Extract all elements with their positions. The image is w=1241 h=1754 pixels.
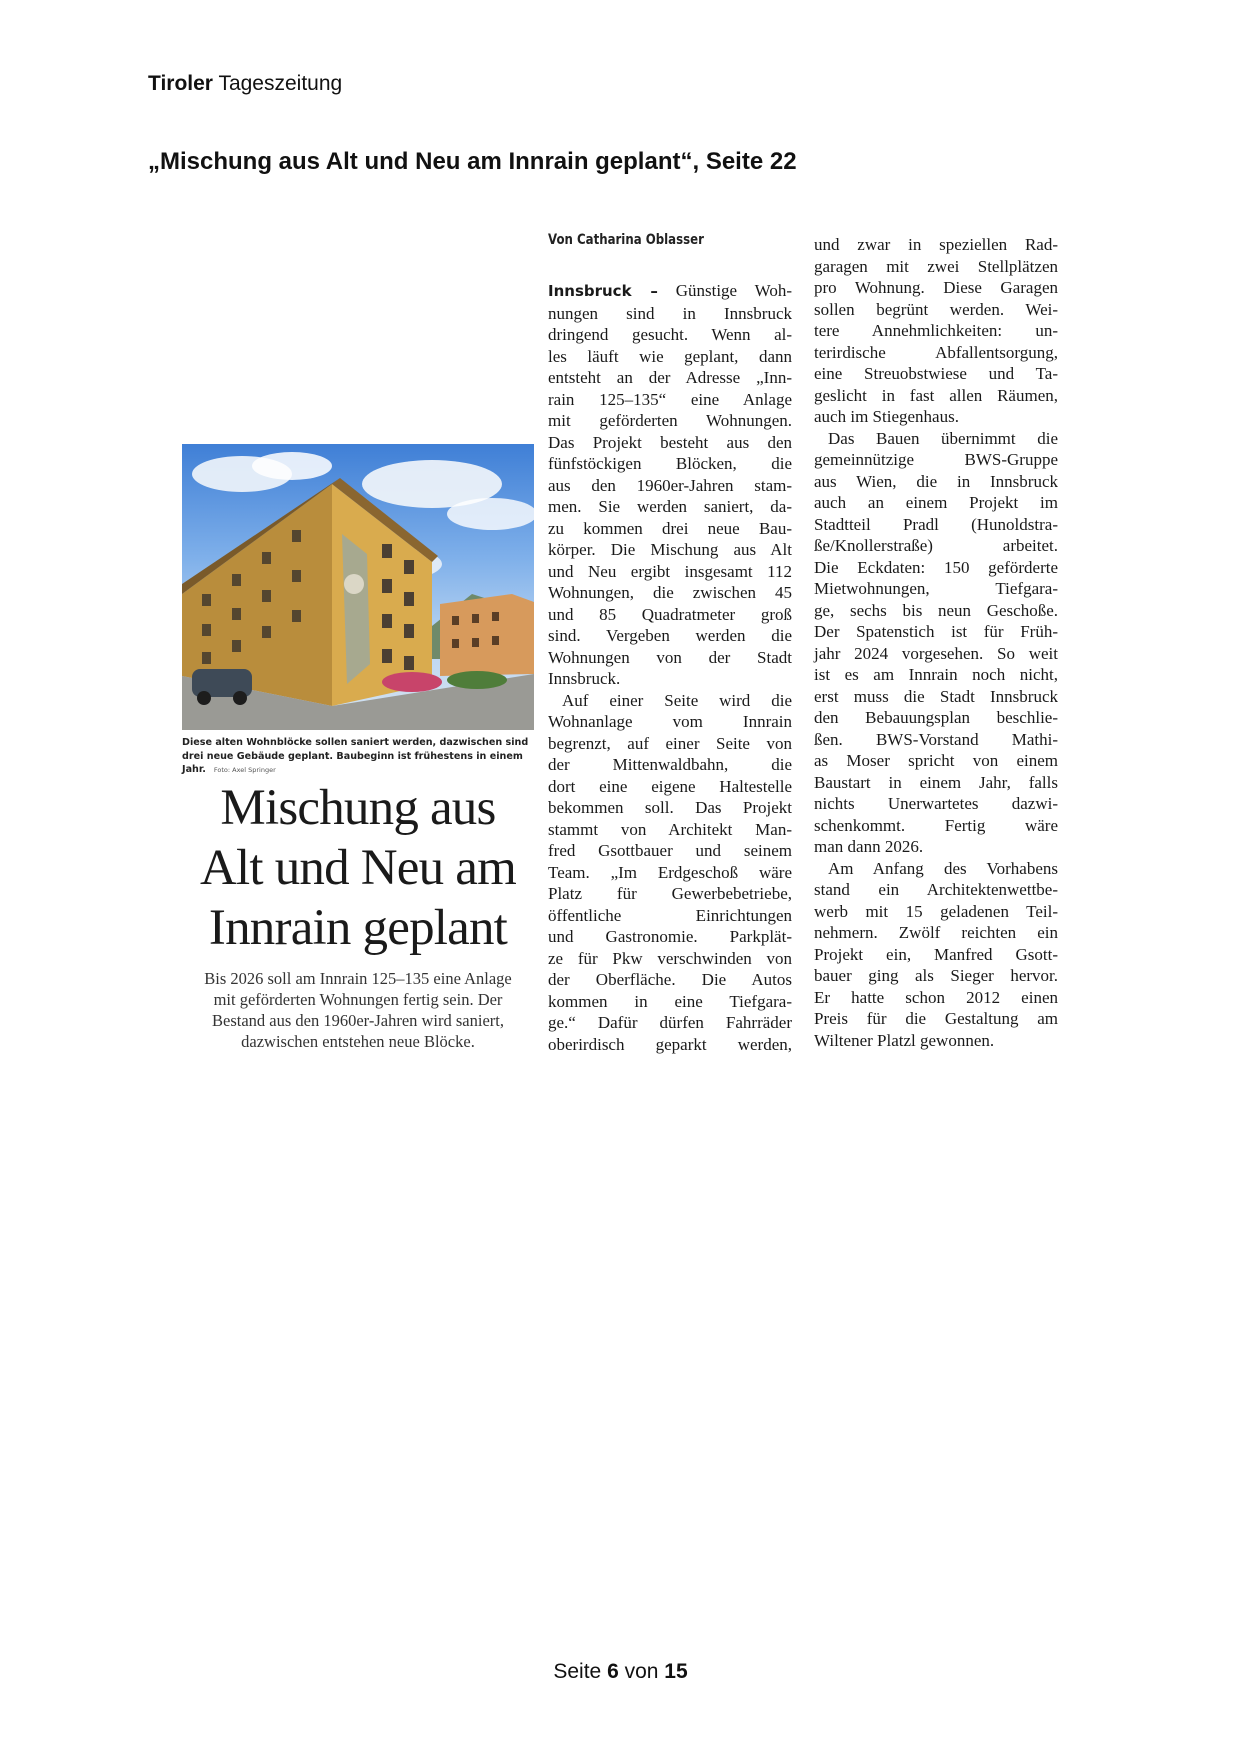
dateline-location: Innsbruck – [548,282,658,300]
column-line: geslicht in fast allen Räumen, [814,385,1058,405]
page-middle: von [624,1660,659,1683]
column-line: auch an einem Projekt im [814,493,1058,512]
column-line: Stadtteil Pradl (Hunoldstra- [814,514,1058,534]
column-line: man dann 2026. [814,837,924,856]
column-line [548,280,792,303]
column-line: öffentliche Einrichtungen [548,905,792,925]
column-line: zu kommen drei neue Bau- [548,518,792,538]
column-line: ist es am Innrain noch nicht, [814,665,1058,684]
column-line: und 85 Quadratmeter groß [548,604,792,624]
publication-name-rest: Tageszeitung [218,72,343,95]
column-line: und Neu ergibt insgesamt 112 [548,561,792,581]
column-line: mit geförderten Wohnungen. [548,411,792,430]
article-headline [182,778,534,958]
column-line: begrenzt, auf einer Seite von [548,733,792,753]
column-line: gemeinnützige BWS-Gruppe [814,450,1058,469]
column-line: aus den 1960er-Jahren stam- [548,475,792,495]
column-line: as Moser spricht von einem [814,751,1058,770]
column-line: körper. Die Mischung aus Alt [548,540,792,559]
lead-line: Bis 2026 soll am Innrain 125–135 eine Anlage [204,969,512,988]
column-line: werb mit 15 geladenen Teil- [814,901,1058,921]
column-line: Die Eckdaten: 150 geförderte [814,557,1058,577]
column-line: Er hatte schon 2012 einen [814,987,1058,1007]
column-line: kommen in eine Tiefgara- [548,991,792,1011]
lead-line: dazwischen entstehen neue Blöcke. [241,1032,475,1051]
column-line: Preis für die Gestaltung am [814,1009,1058,1028]
column-line: Das Projekt besteht aus den [548,432,792,452]
lead-line: mit geförderten Wohnungen fertig sein. Der [213,990,503,1009]
column-line: Wohnanlage vom Innrain [548,712,792,731]
column-line: Mietwohnungen, Tiefgara- [814,579,1058,598]
column-line: Auf einer Seite wird die [562,690,792,710]
headline-line: Alt und Neu am [200,840,516,896]
publication-name [148,72,342,96]
column-line: ge.“ Dafür dürfen Fahrräder [548,1013,792,1032]
page-total: 15 [664,1660,688,1683]
photo-caption [182,736,534,778]
article-photo [182,444,534,730]
newspaper-clipping [182,232,1062,1056]
column-line-text: Günstige Woh- [657,281,792,300]
column-line: nungen sind in Innsbruck [548,303,792,323]
column-line: fünfstöckigen Blöcken, die [548,454,792,473]
column-line: Platz für Gewerbebetriebe, [548,884,792,903]
column-line: Am Anfang des Vorhabens [828,858,1058,878]
document-title: „Mischung aus Alt und Neu am Innrain geplant“, Seite 22 [148,148,797,175]
column-line: bauer ging als Sieger hervor. [814,966,1058,985]
headline-line: Innrain geplant [208,900,508,956]
column-line: Team. „Im Erdgeschoß wäre [548,862,792,882]
column-line: Projekt ein, Manfred Gsott- [814,944,1058,964]
column-line: oberirdisch geparkt werden, [548,1034,792,1054]
column-line: dringend gesucht. Wenn al- [548,325,792,344]
publication-name-bold: Tiroler [148,72,213,95]
column-line: auch im Stiegenhaus. [814,407,959,426]
column-line: Wohnungen, die zwischen 45 [548,583,792,602]
column-line: stand ein Architektenwettbe- [814,880,1058,899]
column-line: der Mittenwaldbahn, die [548,755,792,774]
column-line: bekommen soll. Das Projekt [548,798,792,817]
column-line: sollen begrünt werden. Wei- [814,299,1058,319]
column-line: schenkommt. Fertig wäre [814,815,1058,835]
page-number [0,1660,1241,1684]
photo-credit: Foto: Axel Springer [213,766,276,774]
column-line: jahr 2024 vorgesehen. So weit [814,643,1058,663]
column-line: den Bebauungsplan beschlie- [814,708,1058,727]
column-line: aus Wien, die in Innsbruck [814,471,1058,491]
column-line: ge, sechs bis neun Geschoße. [814,600,1058,620]
column-line: rain 125–135“ eine Anlage [548,389,792,409]
article-byline: Von Catharina Oblasser [548,232,704,248]
article-column-3 [814,234,1058,1051]
article-column-2 [548,280,792,1055]
column-line: ze für Pkw verschwinden von [548,948,792,968]
column-line: les läuft wie geplant, dann [548,346,792,366]
page-current: 6 [607,1660,619,1683]
column-line: Wiltener Platzl gewonnen. [814,1030,995,1050]
column-line: fred Gsottbauer und seinem [548,841,792,860]
column-line: Wohnungen von der Stadt [548,647,792,667]
column-line: garagen mit zwei Stellplätzen [814,256,1058,276]
headline-line: Mischung aus [220,780,496,836]
lead-line: Bestand aus den 1960er-Jahren wird saniert, [212,1011,504,1030]
column-line: und Gastronomie. Parkplät- [548,927,792,946]
column-line: men. Sie werden saniert, da- [548,497,792,516]
column-line: entsteht an der Adresse „Inn- [548,368,792,387]
column-line: pro Wohnung. Diese Garagen [814,278,1058,297]
column-line: stammt von Architekt Man- [548,819,792,839]
column-line: ße/Knollerstraße) arbeitet. [814,536,1058,555]
column-line: Der Spatenstich ist für Früh- [814,622,1058,641]
page-prefix: Seite [553,1660,602,1683]
building-illustration [182,444,534,730]
column-line: Das Bauen übernimmt die [828,428,1058,448]
column-line: erst muss die Stadt Innsbruck [814,686,1058,706]
column-line: sind. Vergeben werden die [548,626,792,645]
column-line: und zwar in speziellen Rad- [814,235,1058,254]
column-line: Baustart in einem Jahr, falls [814,772,1058,792]
column-line: terirdische Abfallentsorgung, [814,342,1058,362]
column-line: eine Streuobstwiese und Ta- [814,364,1058,383]
photo-caption-text: Diese alten Wohnblöcke sollen saniert werden, dazwischen sind drei neue Gebäude geplant. Baubeginn ist frühestens in einem Jahr. [182,737,529,775]
column-line: nehmern. Zwölf reichten ein [814,923,1058,942]
column-line: Innsbruck. [548,669,621,688]
column-line: der Oberfläche. Die Autos [548,970,792,989]
column-line: tere Annehmlichkeiten: un- [814,321,1058,340]
column-line: ßen. BWS-Vorstand Mathi- [814,729,1058,749]
column-line: dort eine eigene Haltestelle [548,776,792,796]
article-lead [182,968,534,1052]
column-line: nichts Unerwartetes dazwi- [814,794,1058,813]
